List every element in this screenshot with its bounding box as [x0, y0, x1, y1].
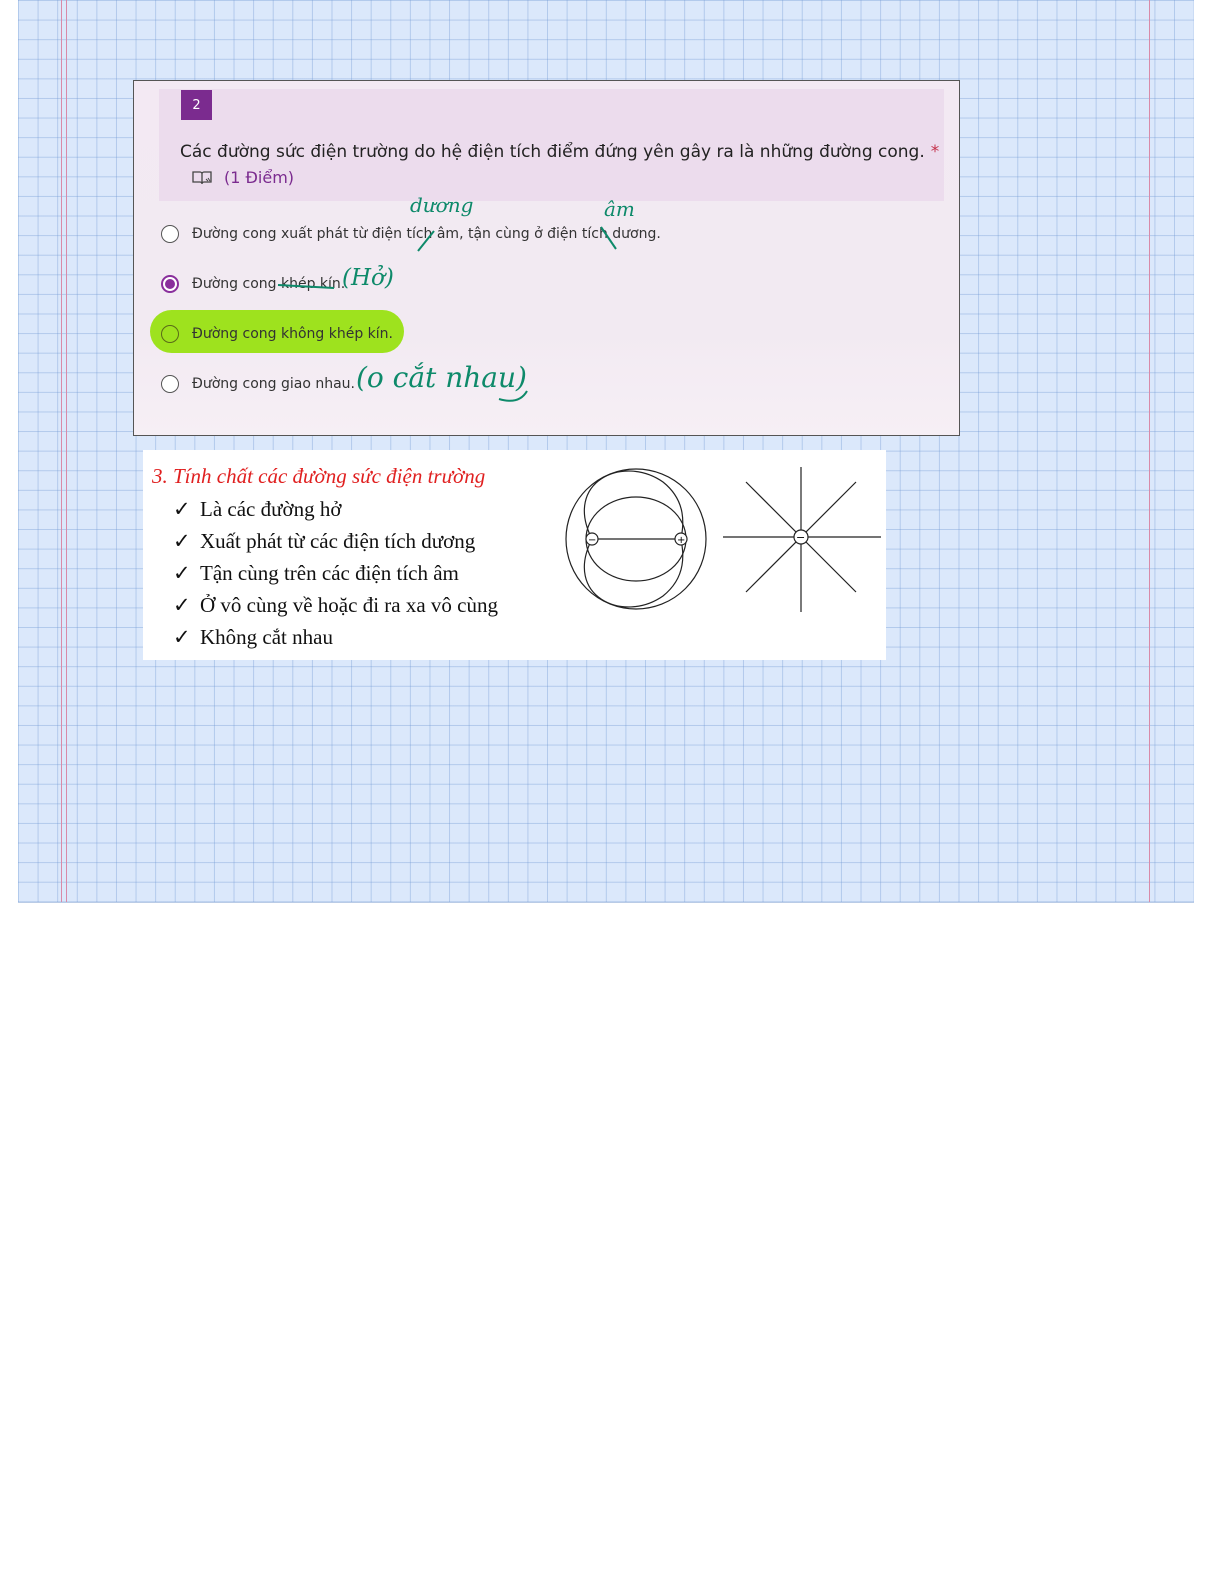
ink-note-cat-nhau: (o cắt nhau) — [356, 361, 527, 394]
option-label: Đường cong không khép kín. — [192, 326, 393, 342]
check-icon: ✓ — [173, 625, 191, 649]
bullet-item — [173, 593, 498, 618]
check-icon: ✓ — [173, 561, 191, 585]
check-icon: ✓ — [173, 497, 191, 521]
question-text-label: Các đường sức điện trường do hệ điện tích điểm đứng yên gây ra là những đường cong. — [180, 142, 925, 162]
plus-charge-label: + — [677, 535, 686, 546]
check-icon: ✓ — [173, 529, 191, 553]
bullet-item — [173, 497, 341, 522]
question-number-badge: 2 — [181, 90, 212, 120]
bullet-item — [173, 529, 475, 554]
option-label: Đường cong khép kín. — [192, 276, 346, 292]
margin-line — [1149, 0, 1150, 902]
margin-line — [61, 0, 62, 902]
bullet-text: Ở vô cùng về hoặc đi ra xa vô cùng — [200, 593, 498, 617]
bullet-text: Không cắt nhau — [200, 625, 333, 649]
margin-line — [66, 0, 67, 902]
bullet-text: Xuất phát từ các điện tích dương — [200, 529, 476, 553]
ink-note-am: âm — [604, 197, 635, 221]
minus-charge-label: − — [588, 535, 597, 546]
check-icon: ✓ — [173, 593, 191, 617]
ink-note-ho: (Hở) — [342, 265, 394, 291]
field-lines-diagram — [563, 462, 893, 612]
lecture-title: 3. Tính chất các đường sức điện trường — [152, 464, 486, 488]
bullet-text: Là các đường hở — [200, 497, 342, 521]
required-mark: * — [930, 142, 940, 162]
lecture-excerpt — [143, 450, 886, 660]
ink-strokes — [134, 81, 960, 436]
option-label: Đường cong xuất phát từ điện tích âm, tận cùng ở điện tích dương. — [192, 226, 661, 242]
ink-note-duong: dương — [410, 193, 474, 217]
bullet-item — [173, 561, 459, 586]
points-label: (1 Điểm) — [224, 168, 295, 187]
bullet-text: Tận cùng trên các điện tích âm — [200, 561, 459, 585]
option-label: Đường cong giao nhau. — [192, 376, 355, 392]
center-charge-label: − — [796, 531, 806, 544]
quiz-question-screenshot — [133, 80, 960, 436]
bullet-item — [173, 625, 333, 650]
